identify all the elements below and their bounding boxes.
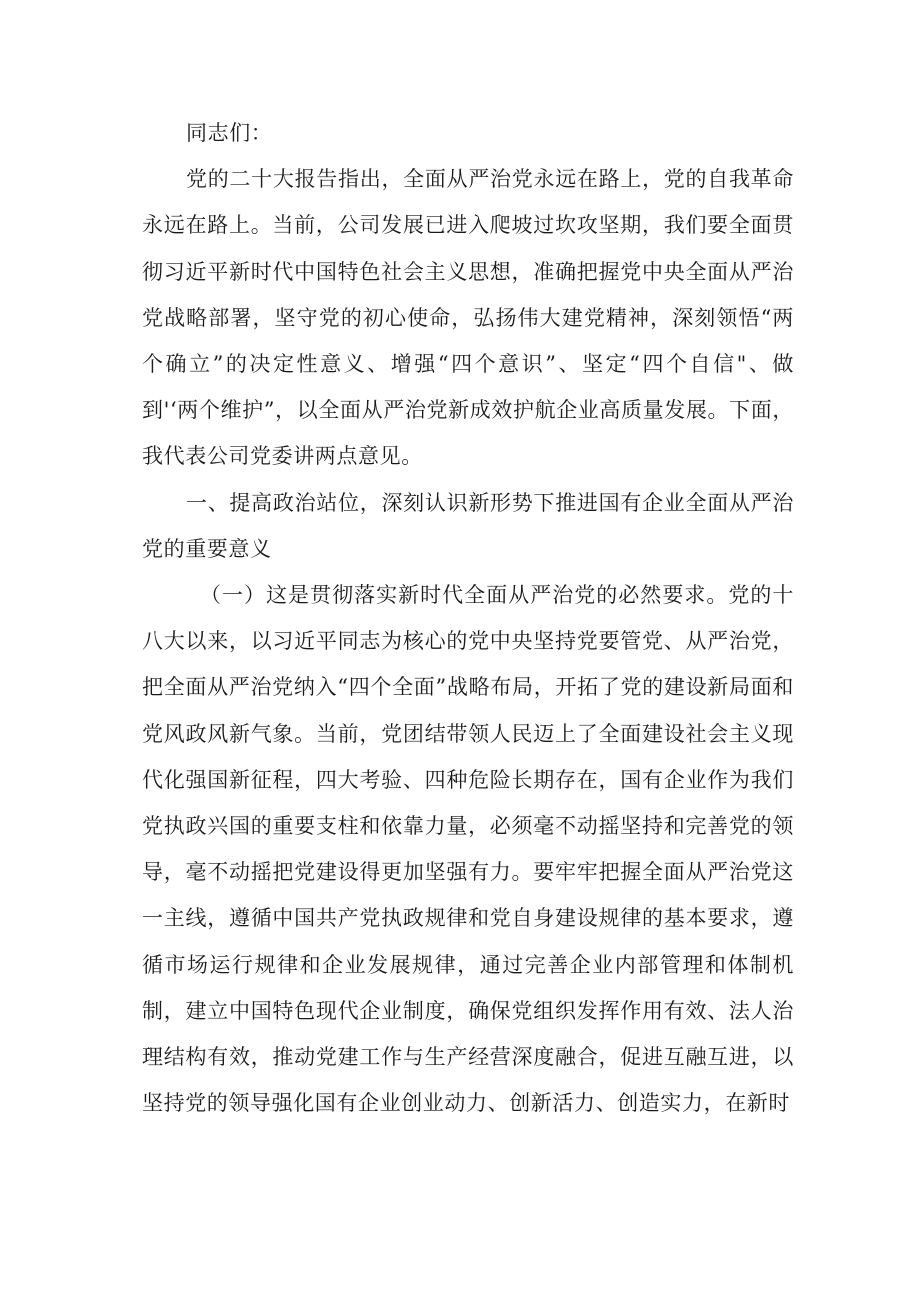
intro-paragraph: 党的二十大报告指出，全面从严治党永远在路上，党的自我革命永远在路上。当前，公司发展已进入爬坡过坎攻坚期，我们要全面贯彻习近平新时代中国特色社会主义思想，准确把握党中央全面从严治党战略部署，坚守党的初心使命，弘扬伟大建党精神，深刻领悟“两个确立”的决定性意义、增强“四个意识”、坚定“四个自信"、做到'‘两个维护”，以全面从严治党新成效护航企业高质量发展。下面，我代表公司党委讲两点意见。 — [142, 167, 794, 469]
subsection-paragraph: （一）这是贯彻落实新时代全面从严治党的必然要求。党的十八大以来，以习近平同志为核心的党中央坚持党要管党、从严治党，把全面从严治党纳入“四个全面”战略布局，开拓了党的建设新局面和党风政风新气象。当前，党团结带领人民迈上了全面建设社会主义现代化强国新征程，四大考验、四种危险长期存在，国有企业作为我们党执政兴国的重要支柱和依靠力量，必须毫不动摇坚持和完善党的领导，毫不动摇把党建设得更加坚强有力。要牢牢把握全面从严治党这一主线，遵循中国共产党执政规律和党自身建设规律的基本要求，遵循市场运行规律和企业发展规律，通过完善企业内部管理和体制机制，建立中国特色现代企业制度，确保党组织发挥作用有效、法人治理结构有效，推动党建工作与生产经营深度融合，促进互融互进，以坚持党的领导强化国有企业创业动力、创新活力、创造实力，在新时 — [142, 583, 794, 1116]
document-body — [142, 110, 794, 1126]
greeting: 同志们： — [186, 121, 273, 145]
section-heading: 一、提高政治站位，深刻认识新形势下推进国有企业全面从严治党的重要意义 — [142, 490, 794, 561]
